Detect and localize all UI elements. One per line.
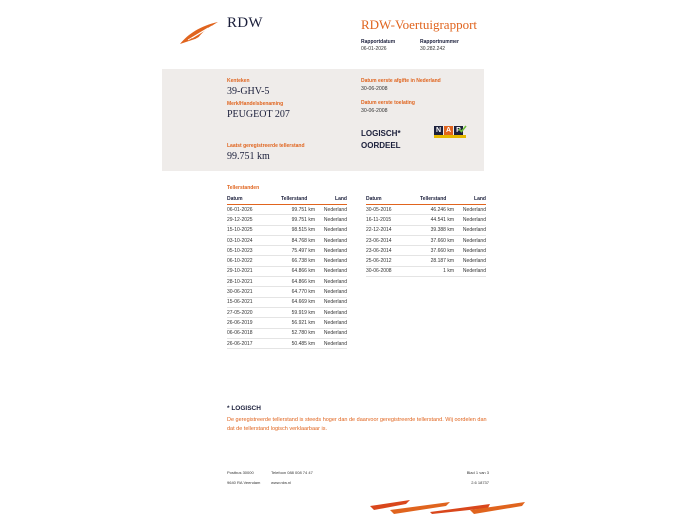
nap-letter-n: N (435, 127, 442, 134)
odometer-section-title: Tellerstanden (227, 185, 260, 191)
row-country: Nederland (315, 215, 347, 225)
row-reading: 84.768 km (275, 235, 315, 245)
footnote-text: De geregistreerde tellerstand is steeds hoger dan de daarvoor geregistreerde tellerstand. Wij oordelen dan dat de tellerstand logisch verklaarbaar is. (227, 417, 487, 432)
row-country: Nederland (315, 307, 347, 317)
row-reading: 64.669 km (275, 297, 315, 307)
table-row (227, 338, 347, 348)
row-reading: 46.246 km (414, 205, 454, 215)
report-date: 06-01-2026 (361, 46, 387, 52)
table-row (366, 215, 486, 225)
row-date: 03-10-2024 (227, 235, 275, 245)
row-country: Nederland (315, 205, 347, 215)
table-row (227, 266, 347, 276)
row-date: 06-10-2022 (227, 256, 275, 266)
row-reading: 37.660 km (414, 235, 454, 245)
row-reading: 64.866 km (275, 266, 315, 276)
report-title: RDW-Voertuigrapport (361, 17, 478, 32)
row-reading: 99.751 km (275, 215, 315, 225)
row-reading: 39.388 km (414, 225, 454, 235)
odometer-table-right (366, 195, 486, 277)
row-date: 26-06-2019 (227, 318, 275, 328)
row-date: 25-06-2012 (366, 256, 414, 266)
row-date: 16-11-2015 (366, 215, 414, 225)
first-admission-value: 30-06-2008 (361, 108, 388, 114)
row-reading: 99.751 km (275, 205, 315, 215)
row-date: 28-10-2021 (227, 277, 275, 287)
odometer-table-left (227, 195, 347, 349)
row-reading: 98.515 km (275, 225, 315, 235)
decorative-stripes (370, 500, 530, 514)
row-reading: 64.770 km (275, 287, 315, 297)
table-row (366, 256, 486, 266)
brand-name: RDW (227, 15, 263, 31)
row-date: 06-06-2018 (227, 328, 275, 338)
table-row (227, 205, 347, 215)
row-country: Nederland (315, 246, 347, 256)
row-reading: 28.187 km (414, 256, 454, 266)
col-date: Datum (366, 195, 414, 205)
report-number: 30.282.242 (420, 46, 446, 52)
vehicle-summary-panel (162, 69, 484, 171)
row-country: Nederland (315, 225, 347, 235)
table-row (227, 277, 347, 287)
row-country: Nederland (315, 297, 347, 307)
row-date: 30-06-2008 (366, 266, 414, 276)
plate-label: Kenteken (227, 78, 250, 84)
row-reading: 59.919 km (275, 307, 315, 317)
table-row (227, 307, 347, 317)
footer-address2: 9640 RA Veendam (227, 480, 261, 485)
nap-letter-p: P (454, 126, 463, 135)
row-country: Nederland (454, 205, 486, 215)
table-row (227, 256, 347, 266)
footer-web: www.rdw.nl (271, 480, 292, 485)
col-country: Land (315, 195, 347, 205)
row-reading: 56.921 km (275, 318, 315, 328)
row-country: Nederland (315, 256, 347, 266)
row-date: 30-05-2016 (366, 205, 414, 215)
row-country: Nederland (315, 338, 347, 348)
rdw-logo-icon (178, 20, 220, 46)
row-country: Nederland (315, 287, 347, 297)
first-admission-label: Datum eerste toelating (361, 100, 415, 106)
table-row (227, 235, 347, 245)
row-country: Nederland (454, 256, 486, 266)
table-row (227, 246, 347, 256)
row-country: Nederland (315, 328, 347, 338)
table-row (227, 297, 347, 307)
nap-bar (434, 135, 466, 138)
row-date: 27-05-2020 (227, 307, 275, 317)
report-number-label: Rapportnummer (420, 39, 459, 45)
table-row (227, 328, 347, 338)
row-country: Nederland (454, 246, 486, 256)
row-date: 23-06-2014 (366, 235, 414, 245)
col-reading: Tellerstand (275, 195, 315, 205)
nap-logo (434, 126, 466, 138)
row-reading: 52.780 km (275, 328, 315, 338)
col-country: Land (454, 195, 486, 205)
table-row (366, 225, 486, 235)
row-date: 06-01-2026 (227, 205, 275, 215)
odometer-value: 99.751 km (227, 151, 270, 162)
row-date: 22-12-2014 (366, 225, 414, 235)
odometer-label: Laatst geregistreerde tellerstand (227, 143, 305, 149)
table-row (366, 235, 486, 245)
row-date: 29-10-2021 (227, 266, 275, 276)
footer-code: 2.6 18737 (471, 480, 489, 485)
footer-page: Blad 1 van 3 (466, 470, 489, 475)
row-country: Nederland (454, 235, 486, 245)
table-row (227, 318, 347, 328)
row-reading: 1 km (414, 266, 454, 276)
plate-value: 39-GHV-5 (227, 86, 270, 97)
footnote-title: * LOGISCH (227, 405, 261, 412)
row-reading: 50.485 km (275, 338, 315, 348)
table-row (366, 205, 486, 215)
row-country: Nederland (454, 266, 486, 276)
col-reading: Tellerstand (414, 195, 454, 205)
make-value: PEUGEOT 207 (227, 109, 290, 120)
table-row (366, 266, 486, 276)
row-reading: 37.660 km (414, 246, 454, 256)
row-reading: 75.497 km (275, 246, 315, 256)
table-row (227, 225, 347, 235)
make-label: Merk/Handelsbenaming (227, 101, 284, 107)
row-country: Nederland (315, 318, 347, 328)
first-admission-nl-label: Datum eerste afgifte in Nederland (361, 78, 441, 84)
row-reading: 66.738 km (275, 256, 315, 266)
verdict-line1: LOGISCH* (361, 129, 401, 138)
footer-address1: Postbus 30000 (227, 470, 254, 475)
row-date: 05-10-2023 (227, 246, 275, 256)
row-date: 15-10-2025 (227, 225, 275, 235)
footer-phone: Telefoon 088 008 74 47 (271, 470, 313, 475)
row-date: 23-06-2014 (366, 246, 414, 256)
nap-letter-a: A (445, 127, 452, 134)
first-admission-nl-value: 30-06-2008 (361, 86, 388, 92)
col-date: Datum (227, 195, 275, 205)
row-date: 29-12-2025 (227, 215, 275, 225)
row-country: Nederland (315, 277, 347, 287)
row-reading: 64.866 km (275, 277, 315, 287)
row-country: Nederland (454, 225, 486, 235)
report-date-label: Rapportdatum (361, 39, 396, 45)
check-icon (458, 125, 467, 133)
row-country: Nederland (315, 266, 347, 276)
row-date: 15-06-2021 (227, 297, 275, 307)
row-date: 26-06-2017 (227, 338, 275, 348)
row-country: Nederland (315, 235, 347, 245)
verdict-line2: OORDEEL (361, 141, 401, 150)
row-date: 30-06-2021 (227, 287, 275, 297)
row-country: Nederland (454, 215, 486, 225)
table-row (227, 287, 347, 297)
row-reading: 44.541 km (414, 215, 454, 225)
table-row (227, 215, 347, 225)
table-row (366, 246, 486, 256)
